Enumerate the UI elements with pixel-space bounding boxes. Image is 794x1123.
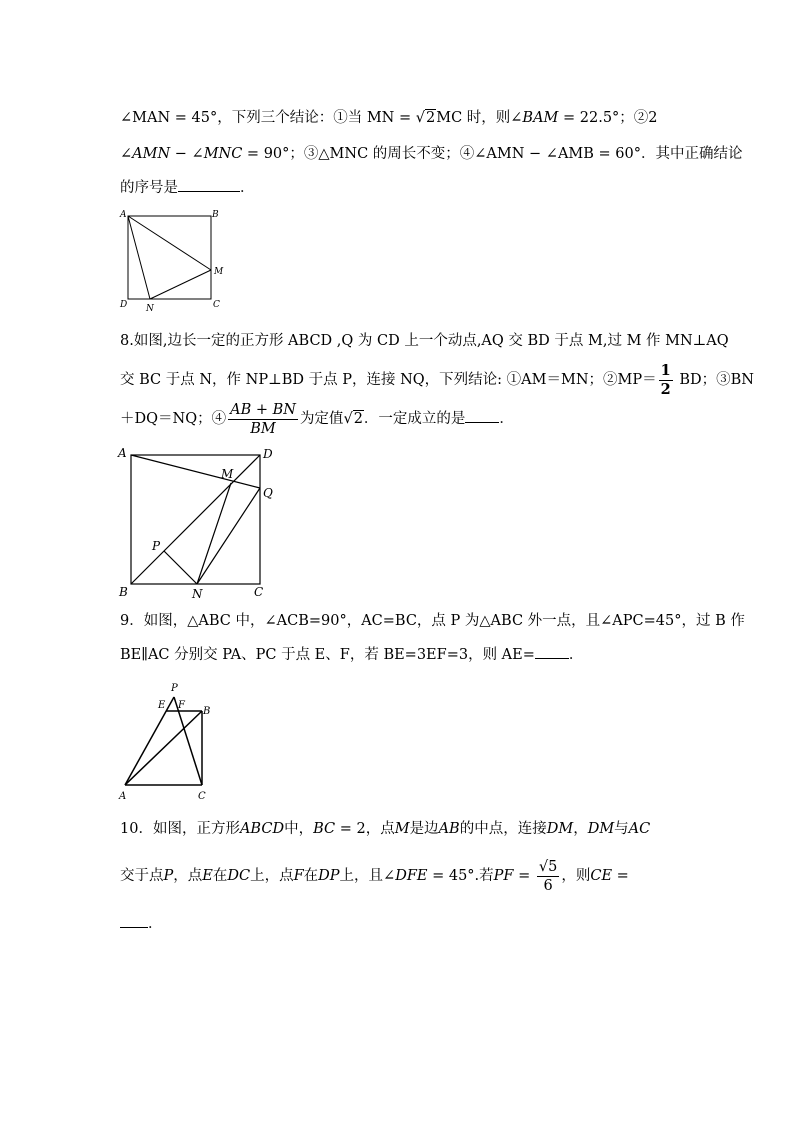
segment-mn: [197, 483, 231, 584]
fraction: [659, 362, 673, 399]
label-c: C: [213, 300, 220, 310]
label-a: A: [118, 446, 127, 460]
label-n: N: [192, 587, 203, 601]
label-p: P: [171, 683, 178, 694]
q10-text: ，则: [561, 868, 591, 884]
label-a: A: [120, 210, 127, 220]
label-c: C: [254, 585, 264, 599]
q8-line-2: [120, 361, 754, 399]
q7-math: BAM: [522, 110, 559, 126]
label-f: F: [178, 700, 185, 711]
q10-math: DP: [318, 868, 340, 884]
q10-math: AC: [628, 821, 651, 837]
sqrt-symbol: √2: [415, 110, 436, 126]
q10-line-3: [120, 913, 163, 934]
sqrt-radicand: 2: [353, 411, 363, 427]
q10-text: ，点: [173, 868, 203, 884]
segment-ap: [125, 697, 174, 785]
answer-blank[interactable]: [120, 913, 148, 928]
q7-figure: [114, 208, 230, 316]
q8-text: BD；③BN: [674, 372, 754, 388]
label-c: C: [198, 791, 206, 802]
label-b: B: [212, 210, 219, 220]
q9-line-1: [120, 611, 745, 631]
fraction-numerator: AB + BN: [230, 401, 296, 418]
q9-text: BE∥AC 分别交 PA、PC 于点 E、F，若 BE=3EF=3，则 AE=: [120, 647, 535, 663]
q7-text: = 22.5°；②2: [558, 110, 658, 126]
q7-math: ∠AMN: [120, 146, 171, 162]
q10-text: 在: [212, 868, 228, 884]
q8-text: ．: [499, 411, 514, 427]
q7-math: MNC: [203, 146, 243, 162]
q8-line-1: [120, 331, 729, 351]
segment-nm: [150, 270, 211, 299]
q10-text: 上，且∠: [339, 868, 396, 884]
q7-text: 的序号是: [120, 180, 178, 196]
sqrt-radicand: 2: [425, 110, 436, 126]
q8-text: ＋DQ＝NQ；④: [120, 411, 227, 427]
label-n: N: [146, 304, 154, 314]
label-d: D: [263, 447, 273, 461]
segment-aq: [131, 455, 260, 488]
label-b: B: [203, 706, 211, 717]
q7-text: MC 时，则∠: [436, 110, 523, 126]
fraction-denominator: 2: [660, 380, 671, 398]
q10-math: DFE: [395, 868, 428, 884]
q8-text: 为定值: [299, 411, 344, 427]
q10-text: 10．如图，正方形: [120, 821, 240, 837]
q7-line-3: [120, 177, 255, 198]
q10-text: 交于点: [120, 868, 164, 884]
q8-line-3: [120, 400, 514, 438]
q10-line-1: [120, 819, 650, 839]
q7-line-1: [120, 108, 658, 128]
q7-text: ．: [240, 180, 255, 196]
q9-text: ．: [568, 647, 584, 663]
q10-math: ABCD: [239, 821, 285, 837]
q9-figure: [114, 678, 219, 804]
q10-text: =: [612, 868, 629, 884]
answer-blank[interactable]: [465, 408, 499, 423]
label-m: M: [214, 267, 224, 277]
q10-text: ，: [573, 821, 588, 837]
label-d: D: [120, 300, 128, 310]
q8-text: 交 BC 于点 N，作 NP⊥BD 于点 P，连接 NQ，下列结论: ①AM＝MN；②MP＝: [120, 372, 657, 388]
q10-text: 上，点: [250, 868, 294, 884]
sqrt-symbol: √2: [343, 411, 363, 427]
q9-text: 9．如图，△ABC 中，∠ACB=90°，AC=BC，点 P 为△ABC 外一点，且∠APC=45°，过 B 作: [120, 613, 745, 629]
q10-math: P: [163, 868, 174, 884]
q10-math: E: [202, 868, 213, 884]
q10-text: 在: [303, 868, 319, 884]
label-e: E: [158, 700, 166, 711]
q10-math: DM: [587, 821, 615, 837]
q10-text: = 2，点: [335, 821, 395, 837]
label-b: B: [119, 585, 128, 599]
q10-math: BC: [313, 821, 336, 837]
q8-text: ．一定成立的是: [363, 411, 466, 427]
square-abcd: [128, 216, 211, 299]
q10-text: 与: [614, 821, 629, 837]
q10-text: 是边: [409, 821, 439, 837]
q7-line-2: [120, 144, 743, 164]
q9-line-2: [120, 644, 583, 665]
q10-math: AB: [438, 821, 460, 837]
label-m: M: [221, 467, 234, 481]
segment-nq: [197, 488, 260, 584]
q10-math: CE: [590, 868, 613, 884]
fraction-denominator: 6: [543, 877, 553, 894]
label-q: Q: [263, 486, 273, 500]
answer-blank[interactable]: [535, 644, 569, 659]
q7-text: − ∠: [170, 146, 204, 162]
fraction-numerator: 1: [660, 361, 671, 379]
q10-text: ．: [148, 916, 163, 932]
q10-math: DC: [227, 868, 251, 884]
q7-text: = 90°；③△MNC 的周长不变；④∠AMN − ∠AMB = 60°．其中正确结论: [242, 146, 743, 162]
q10-text: 中，: [284, 821, 314, 837]
q7-text: ∠MAN = 45°，下列三个结论：①当 MN =: [120, 110, 416, 126]
segment-np: [164, 551, 197, 584]
q10-math: DM: [546, 821, 574, 837]
q10-text: = 45°.若: [427, 868, 494, 884]
label-a: A: [119, 791, 127, 802]
fraction: [537, 858, 559, 895]
q10-text: =: [513, 868, 535, 884]
diagonal-bd: [131, 455, 260, 584]
q10-math: M: [394, 821, 410, 837]
q8-text: 8.如图,边长一定的正方形 ABCD ,Q 为 CD 上一个动点,AQ 交 BD 于点 M,过 M 作 MN⊥AQ: [120, 333, 729, 349]
q10-text: 的中点，连接: [459, 821, 547, 837]
fraction-numerator: √5: [538, 858, 558, 875]
q10-math: PF: [493, 868, 514, 884]
q10-math: F: [293, 868, 304, 884]
fraction: [228, 401, 298, 438]
q10-line-2: [120, 856, 629, 896]
q8-figure: [114, 443, 284, 603]
answer-blank[interactable]: [178, 177, 240, 192]
fraction-denominator: BM: [250, 420, 276, 437]
label-p: P: [152, 539, 161, 553]
